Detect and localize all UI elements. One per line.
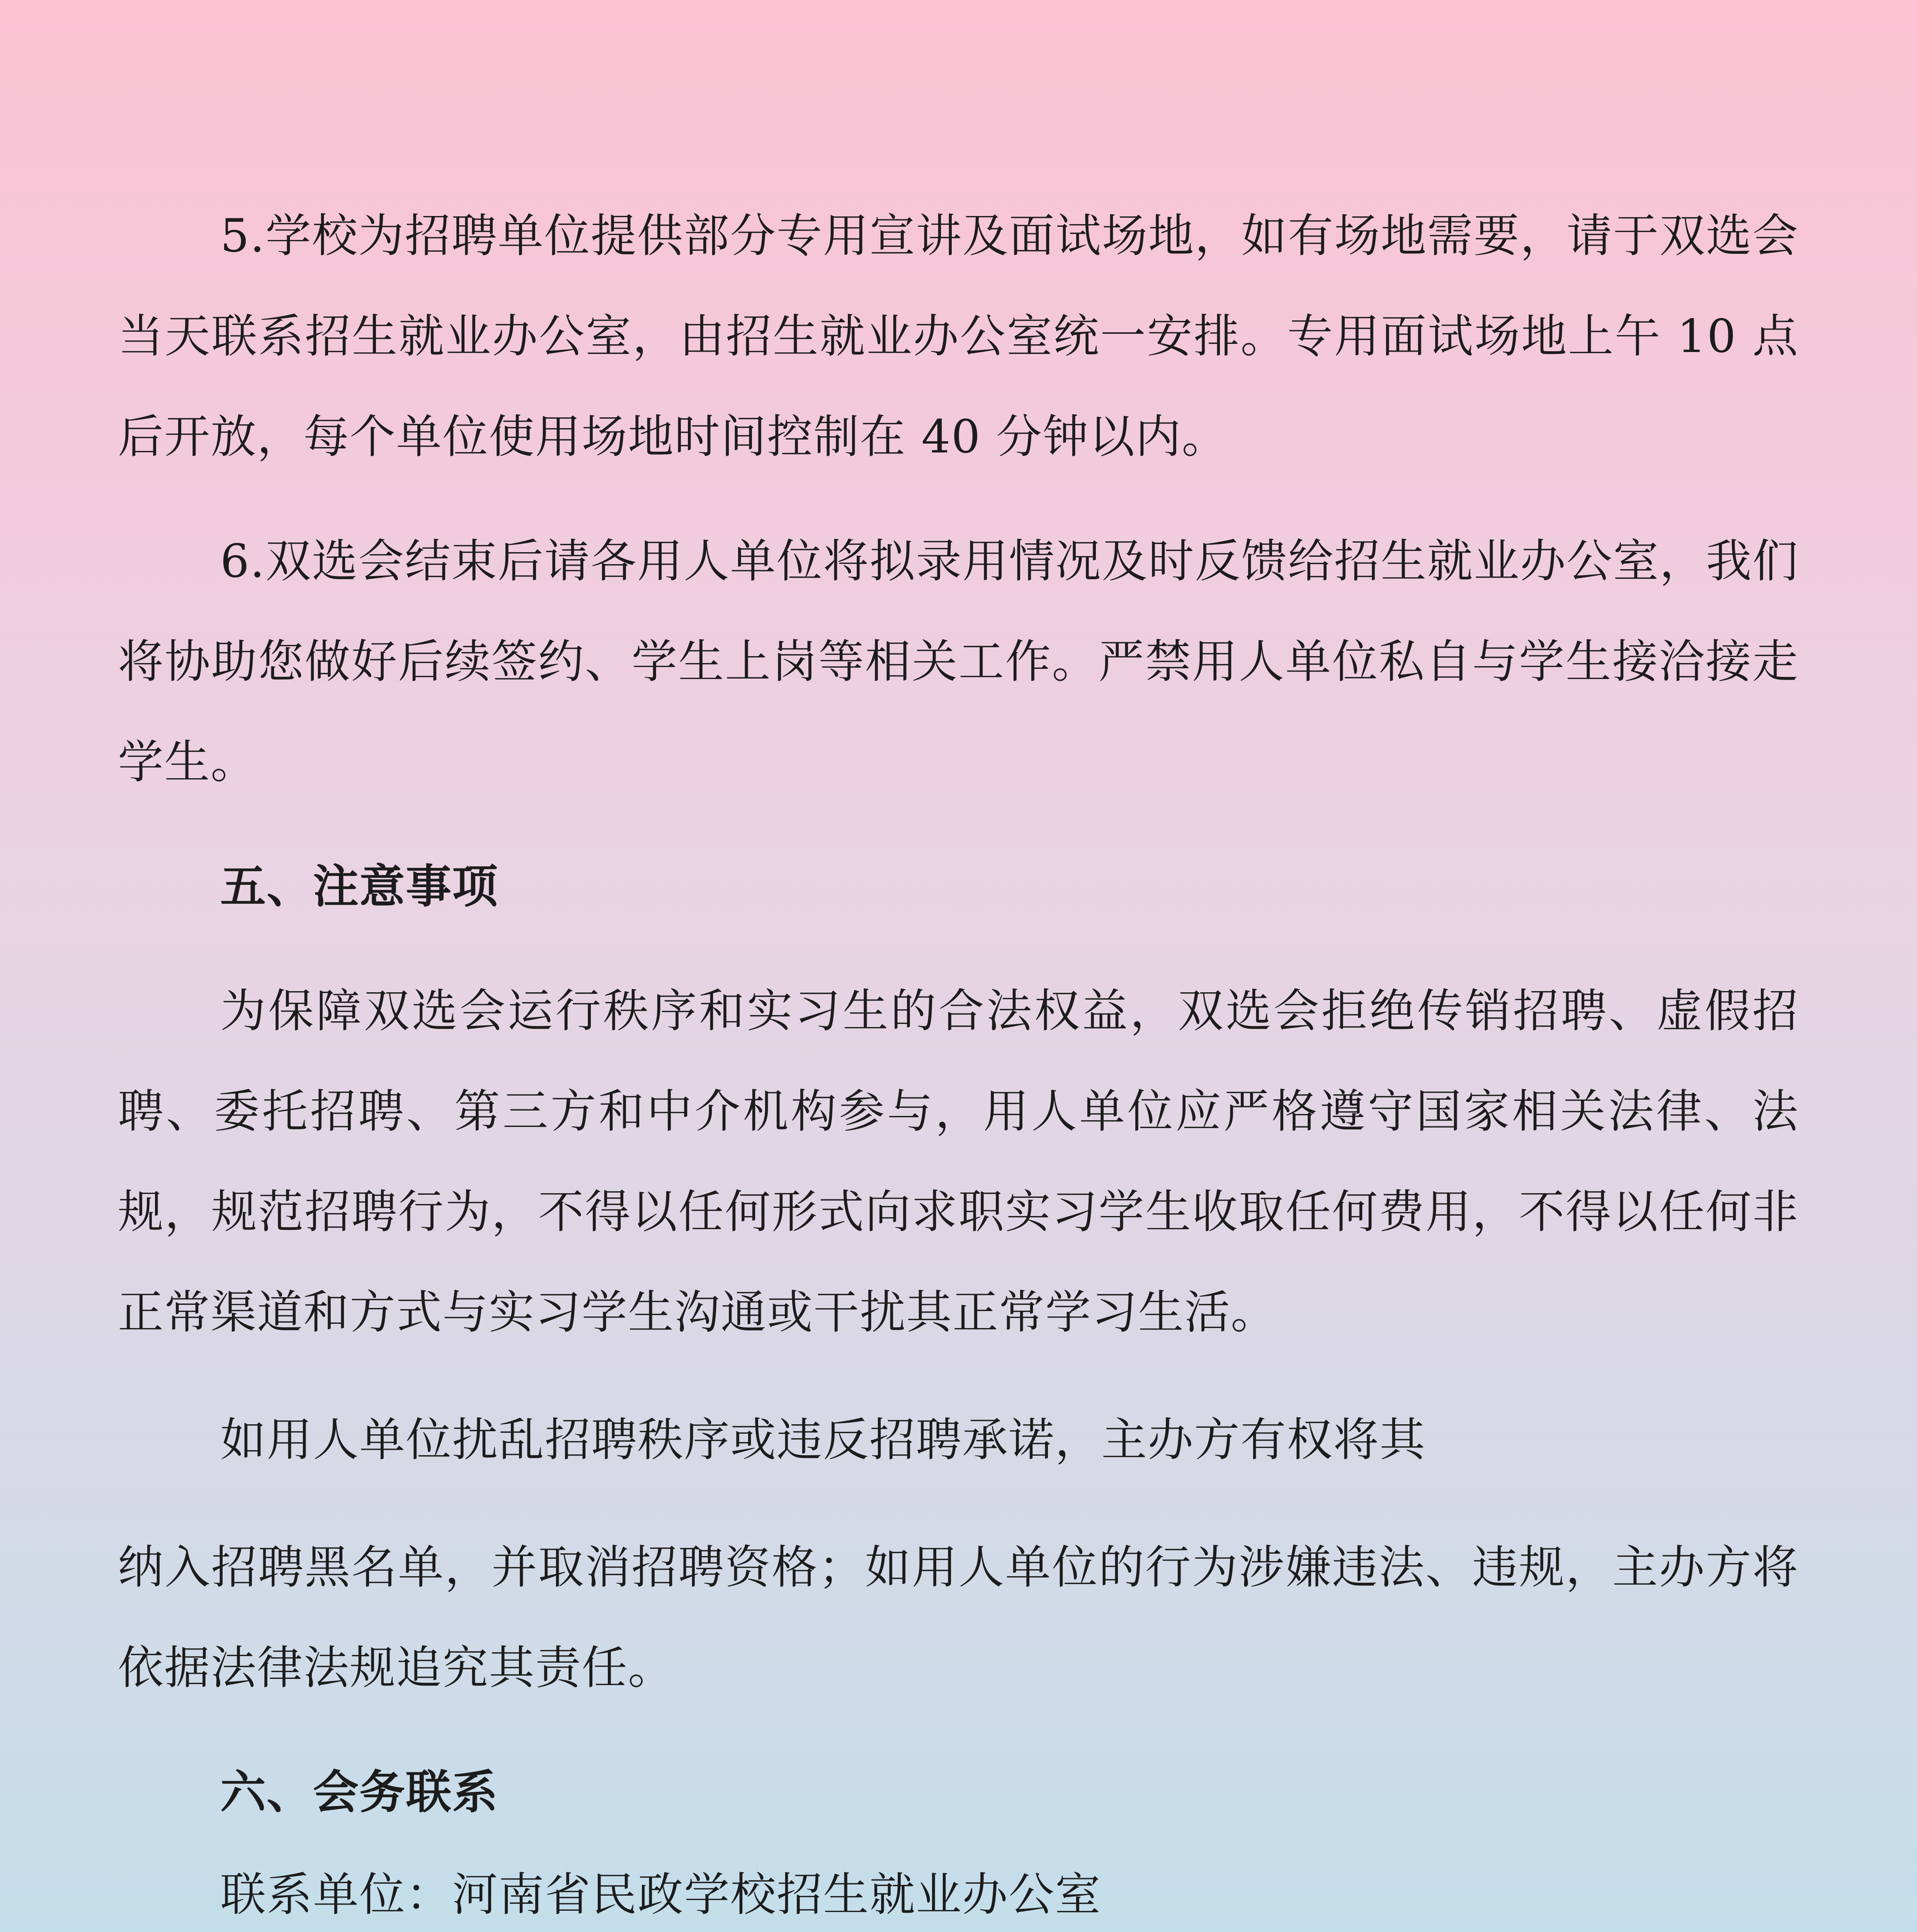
paragraph-item-6: 6.双选会结束后请各用人单位将拟录用情况及时反馈给招生就业办公室，我们将协助您做好后续签约、学生上岗等相关工作。严禁用人单位私自与学生接洽接走学生。 bbox=[118, 534, 1799, 789]
section-heading-contact: 六、会务联系 bbox=[220, 1765, 499, 1819]
contact-unit: 联系单位：河南省民政学校招生就业办公室 bbox=[220, 1868, 1102, 1921]
notes-paragraph-2-continued: 纳入招聘黑名单，并取消招聘资格；如用人单位的行为涉嫌违法、违规，主办方将依据法律法规追究其责任。 bbox=[118, 1541, 1799, 1694]
paragraph-item-5: 5.学校为招聘单位提供部分专用宣讲及面试场地，如有场地需要，请于双选会当天联系招生就业办公室，由招生就业办公室统一安排。专用面试场地上午 10 点后开放，每个单位使用场地时间控制在 40 分钟以内。 bbox=[118, 209, 1799, 463]
section-heading-notes: 五、注意事项 bbox=[220, 860, 499, 913]
document-body bbox=[118, 185, 1799, 1932]
notes-paragraph-2-line-1: 如用人单位扰乱招聘秩序或违反招聘承诺，主办方有权将其 bbox=[220, 1413, 1426, 1466]
notes-paragraph-1: 为保障双选会运行秩序和实习生的合法权益，双选会拒绝传销招聘、虚假招聘、委托招聘、第三方和中介机构参与，用人单位应严格遵守国家相关法律、法规，规范招聘行为，不得以任何形式向求职实习学生收取任何费用，不得以任何非正常渠道和方式与实习学生沟通或干扰其正常学习生活。 bbox=[118, 984, 1799, 1339]
